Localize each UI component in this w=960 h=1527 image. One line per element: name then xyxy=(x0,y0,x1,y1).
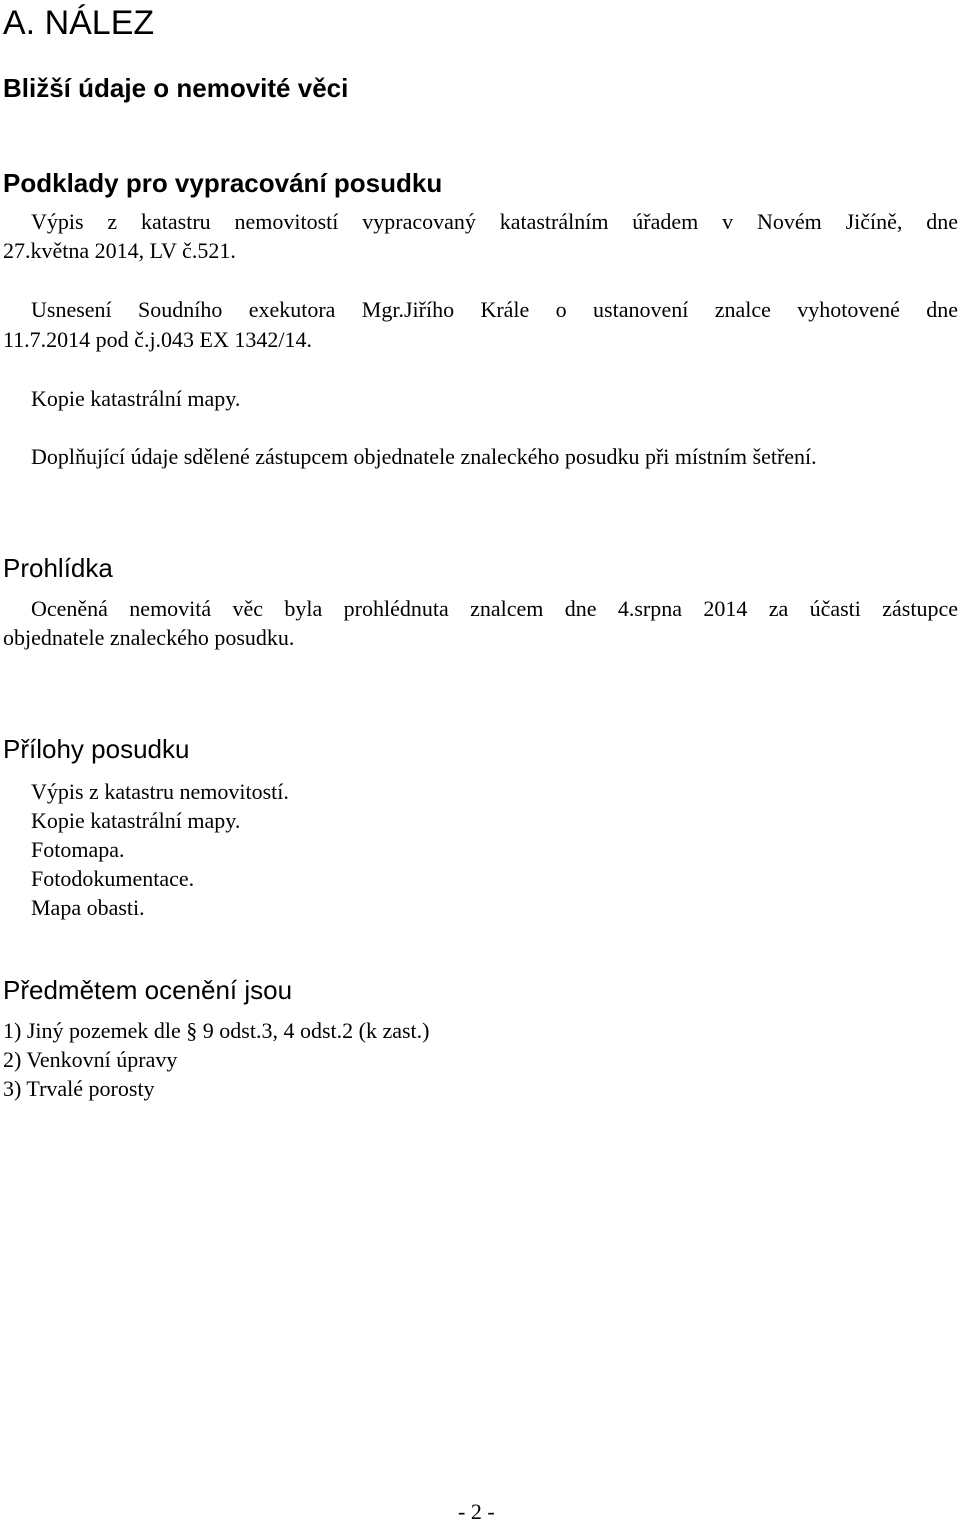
attachment-item: Výpis z katastru nemovitostí. xyxy=(31,779,289,804)
sources-paragraph-3: Kopie katastrální mapy. xyxy=(31,386,241,411)
sources-paragraph-4: Doplňující údaje sdělené zástupcem objednatele znaleckého posudku při místním šetření. xyxy=(31,444,817,469)
inspection-line-1: Oceněná nemovitá věc byla prohlédnuta znalcem dne 4.srpna 2014 za účasti zástupce xyxy=(31,596,958,621)
attachment-item: Fotodokumentace. xyxy=(31,866,195,891)
page-number: - 2 - xyxy=(458,1499,495,1524)
document-subtitle: Bližší údaje o nemovité věci xyxy=(3,73,349,103)
sources-paragraph-2-line-2: 11.7.2014 pod č.j.043 EX 1342/14. xyxy=(3,327,312,352)
section-heading-subjects: Předmětem ocenění jsou xyxy=(3,975,293,1005)
sources-paragraph-1-line-2: 27.května 2014, LV č.521. xyxy=(3,238,236,263)
section-heading-attachments: Přílohy posudku xyxy=(3,734,190,764)
subject-item: 1) Jiný pozemek dle § 9 odst.3, 4 odst.2 (k zast.) xyxy=(3,1018,430,1043)
attachment-item: Kopie katastrální mapy. xyxy=(31,808,241,833)
sources-paragraph-1-line-1: Výpis z katastru nemovitostí vypracovaný katastrálním úřadem v Novém Jičíně, dne xyxy=(31,209,958,234)
subject-item: 2) Venkovní úpravy xyxy=(3,1047,178,1072)
attachment-item: Mapa obasti. xyxy=(31,895,145,920)
sources-paragraph-2-line-1: Usnesení Soudního exekutora Mgr.Jiřího Krále o ustanovení znalce vyhotovené dne xyxy=(31,297,958,322)
subject-item: 3) Trvalé porosty xyxy=(3,1076,155,1101)
document-title: A. NÁLEZ xyxy=(3,4,155,42)
inspection-line-2: objednatele znaleckého posudku. xyxy=(3,625,295,650)
section-heading-inspection: Prohlídka xyxy=(3,553,113,583)
section-heading-sources: Podklady pro vypracování posudku xyxy=(3,168,443,198)
attachment-item: Fotomapa. xyxy=(31,837,125,862)
